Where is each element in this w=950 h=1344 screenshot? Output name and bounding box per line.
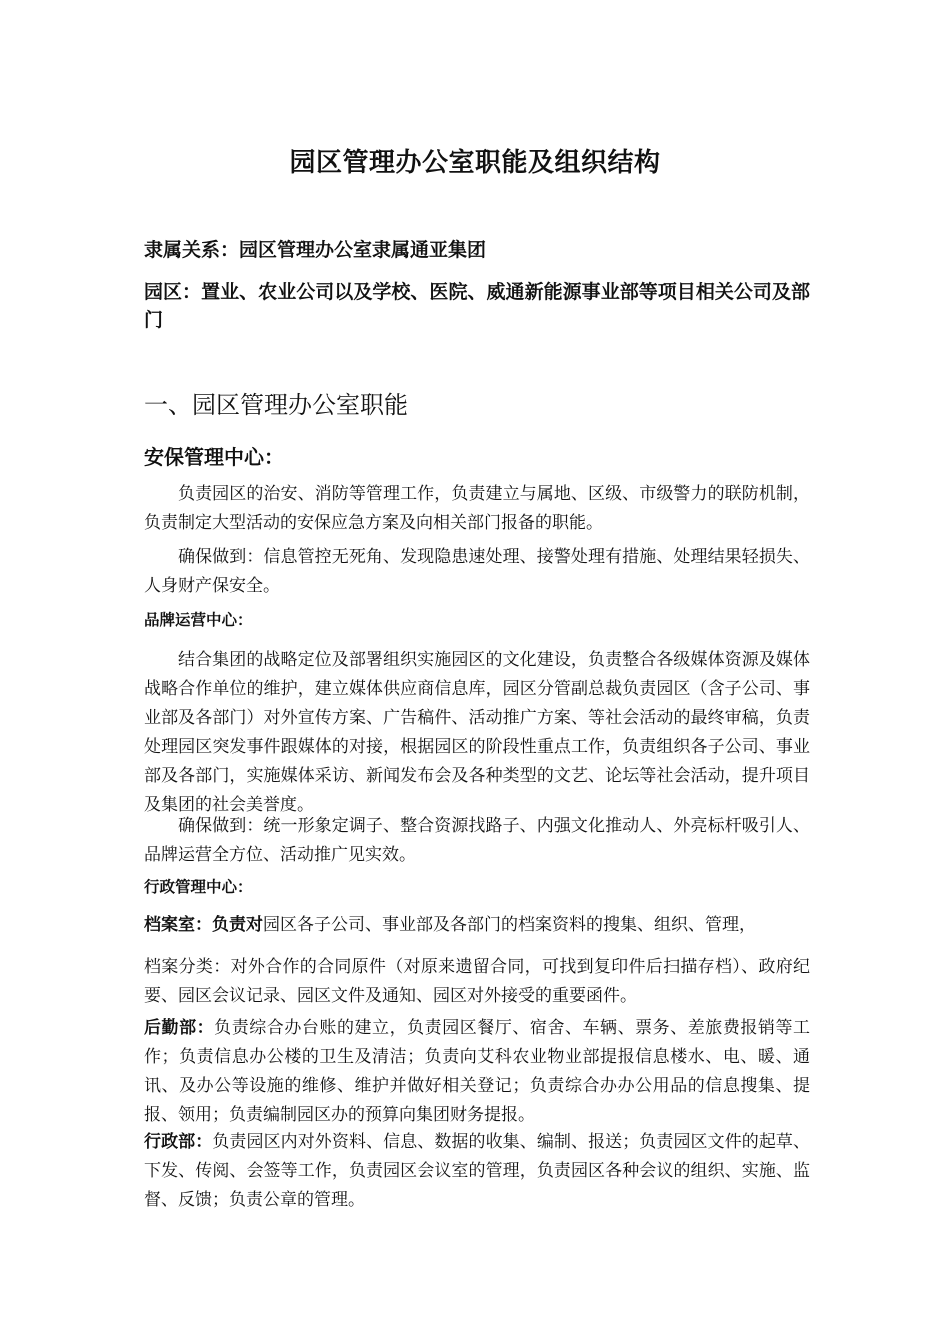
logistics-label: 后勤部： (144, 1018, 215, 1038)
section-heading-functions: 一、园区管理办公室职能 (144, 391, 408, 419)
admin-dept-label: 行政部： (144, 1132, 213, 1152)
logistics-paragraph (144, 1014, 810, 1130)
admin-dept-text: 负责园区内对外资料、信息、数据的收集、编制、报送；负责园区文件的起草、下发、传阅、会签等工作，负责园区会议室的管理，负责园区各种会议的组织、实施、监督、反馈；负责公章的管理。 (144, 1132, 811, 1210)
affiliation-line: 隶属关系：园区管理办公室隶属通亚集团 (144, 239, 487, 261)
security-duty-paragraph: 负责园区的治安、消防等管理工作，负责建立与属地、区级、市级警力的联防机制，负责制定大型活动的安保应急方案及向相关部门报备的职能。 (144, 484, 810, 533)
brand-duty-paragraph: 结合集团的战略定位及部署组织实施园区的文化建设，负责整合各级媒体资源及媒体战略合作单位的维护，建立媒体供应商信息库，园区分管副总裁负责园区（含子公司、事业部及各部门）对外宣传方案、广告稿件、活动推广方案、等社会活动的最终审稿，负责处理园区突发事件跟媒体的对接，根据园区的阶段性重点工作，负责组织各子公司、事业部及各部门，实施媒体采访、新闻发布会及各种类型的文艺、论坛等社会活动，提升项目及集团的社会美誉度。 (144, 650, 810, 815)
admin-center-heading: 行政管理中心： (144, 877, 253, 896)
security-goal-paragraph: 确保做到：信息管控无死角、发现隐患速处理、接警处理有措施、处理结果轻损失、人身财产保安全。 (144, 547, 810, 596)
park-scope-line: 园区：置业、农业公司以及学校、医院、威通新能源事业部等项目相关公司及部门 (144, 281, 810, 331)
archive-room-text: 园区各子公司、事业部及各部门的档案资料的搜集、组织、管理， (263, 915, 756, 935)
brand-center-heading: 品牌运营中心： (144, 610, 253, 629)
archive-room-label: 档案室： (144, 915, 212, 935)
admin-dept-paragraph (144, 1128, 810, 1215)
security-center-heading: 安保管理中心： (144, 445, 284, 469)
archive-types-paragraph: 档案分类：对外合作的合同原件（对原来遗留合同，可找到复印件后扫描存档）、政府纪要、园区会议记录、园区文件及通知、园区对外接受的重要函件。 (144, 957, 810, 1006)
document-title: 园区管理办公室职能及组织结构 (289, 148, 661, 178)
brand-goal-paragraph: 确保做到：统一形象定调子、整合资源找路子、内强文化推动人、外亮标杆吸引人、品牌运营全方位、活动推广见实效。 (144, 816, 810, 865)
archive-room-paragraph (144, 911, 810, 940)
archive-room-label-continued: 负责对 (212, 915, 263, 935)
logistics-text: 负责综合办台账的建立，负责园区餐厅、宿舍、车辆、票务、差旅费报销等工作；负责信息办公楼的卫生及清洁；负责向艾科农业物业部提报信息楼水、电、暖、通讯、及办公等设施的维修、维护并做好相关登记；负责综合办办公用品的信息搜集、提报、领用；负责编制园区办的预算向集团财务提报。 (144, 1018, 811, 1125)
